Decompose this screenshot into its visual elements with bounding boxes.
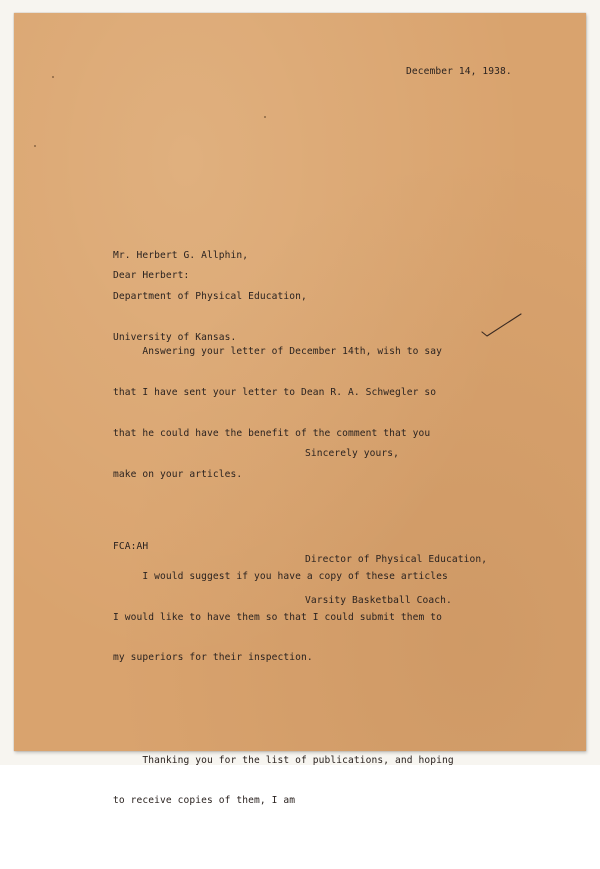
paper-speck (264, 116, 266, 118)
body-line: my superiors for their inspection. (113, 652, 313, 664)
recipient-name: Mr. Herbert G. Allphin, (113, 250, 249, 262)
signature-title: Director of Physical Education, (305, 554, 488, 566)
complimentary-closing: Sincerely yours, (305, 448, 400, 459)
body-line: I would like to have them so that I could submit them to (113, 611, 443, 623)
salutation: Dear Herbert: (113, 270, 190, 281)
body-line: Thanking you for the list of publications, and hoping (113, 754, 454, 766)
body-line: to receive copies of them, I am (113, 795, 296, 807)
body-paragraph-3 (113, 726, 454, 835)
body-line: that I have sent your letter to Dean R. A. Schwegler so (113, 387, 437, 399)
letter-date: December 14, 1938. (406, 66, 512, 77)
paper-speck (52, 76, 54, 78)
recipient-department: Department of Physical Education, (113, 290, 307, 302)
signature-block (305, 526, 487, 635)
pencil-checkmark-icon (480, 312, 524, 338)
body-line: Answering your letter of December 14th, wish to say (113, 346, 443, 358)
paper-speck (34, 145, 36, 147)
body-line: I would suggest if you have a copy of these articles (113, 570, 448, 582)
recipient-institution: University of Kansas. (113, 331, 237, 343)
reference-initials: FCA:AH (113, 541, 149, 552)
body-line: make on your articles. (113, 468, 243, 480)
body-line: that he could have the benefit of the comment that you (113, 427, 431, 439)
signature-title: Varsity Basketball Coach. (305, 594, 452, 606)
body-paragraph-1 (113, 318, 454, 508)
